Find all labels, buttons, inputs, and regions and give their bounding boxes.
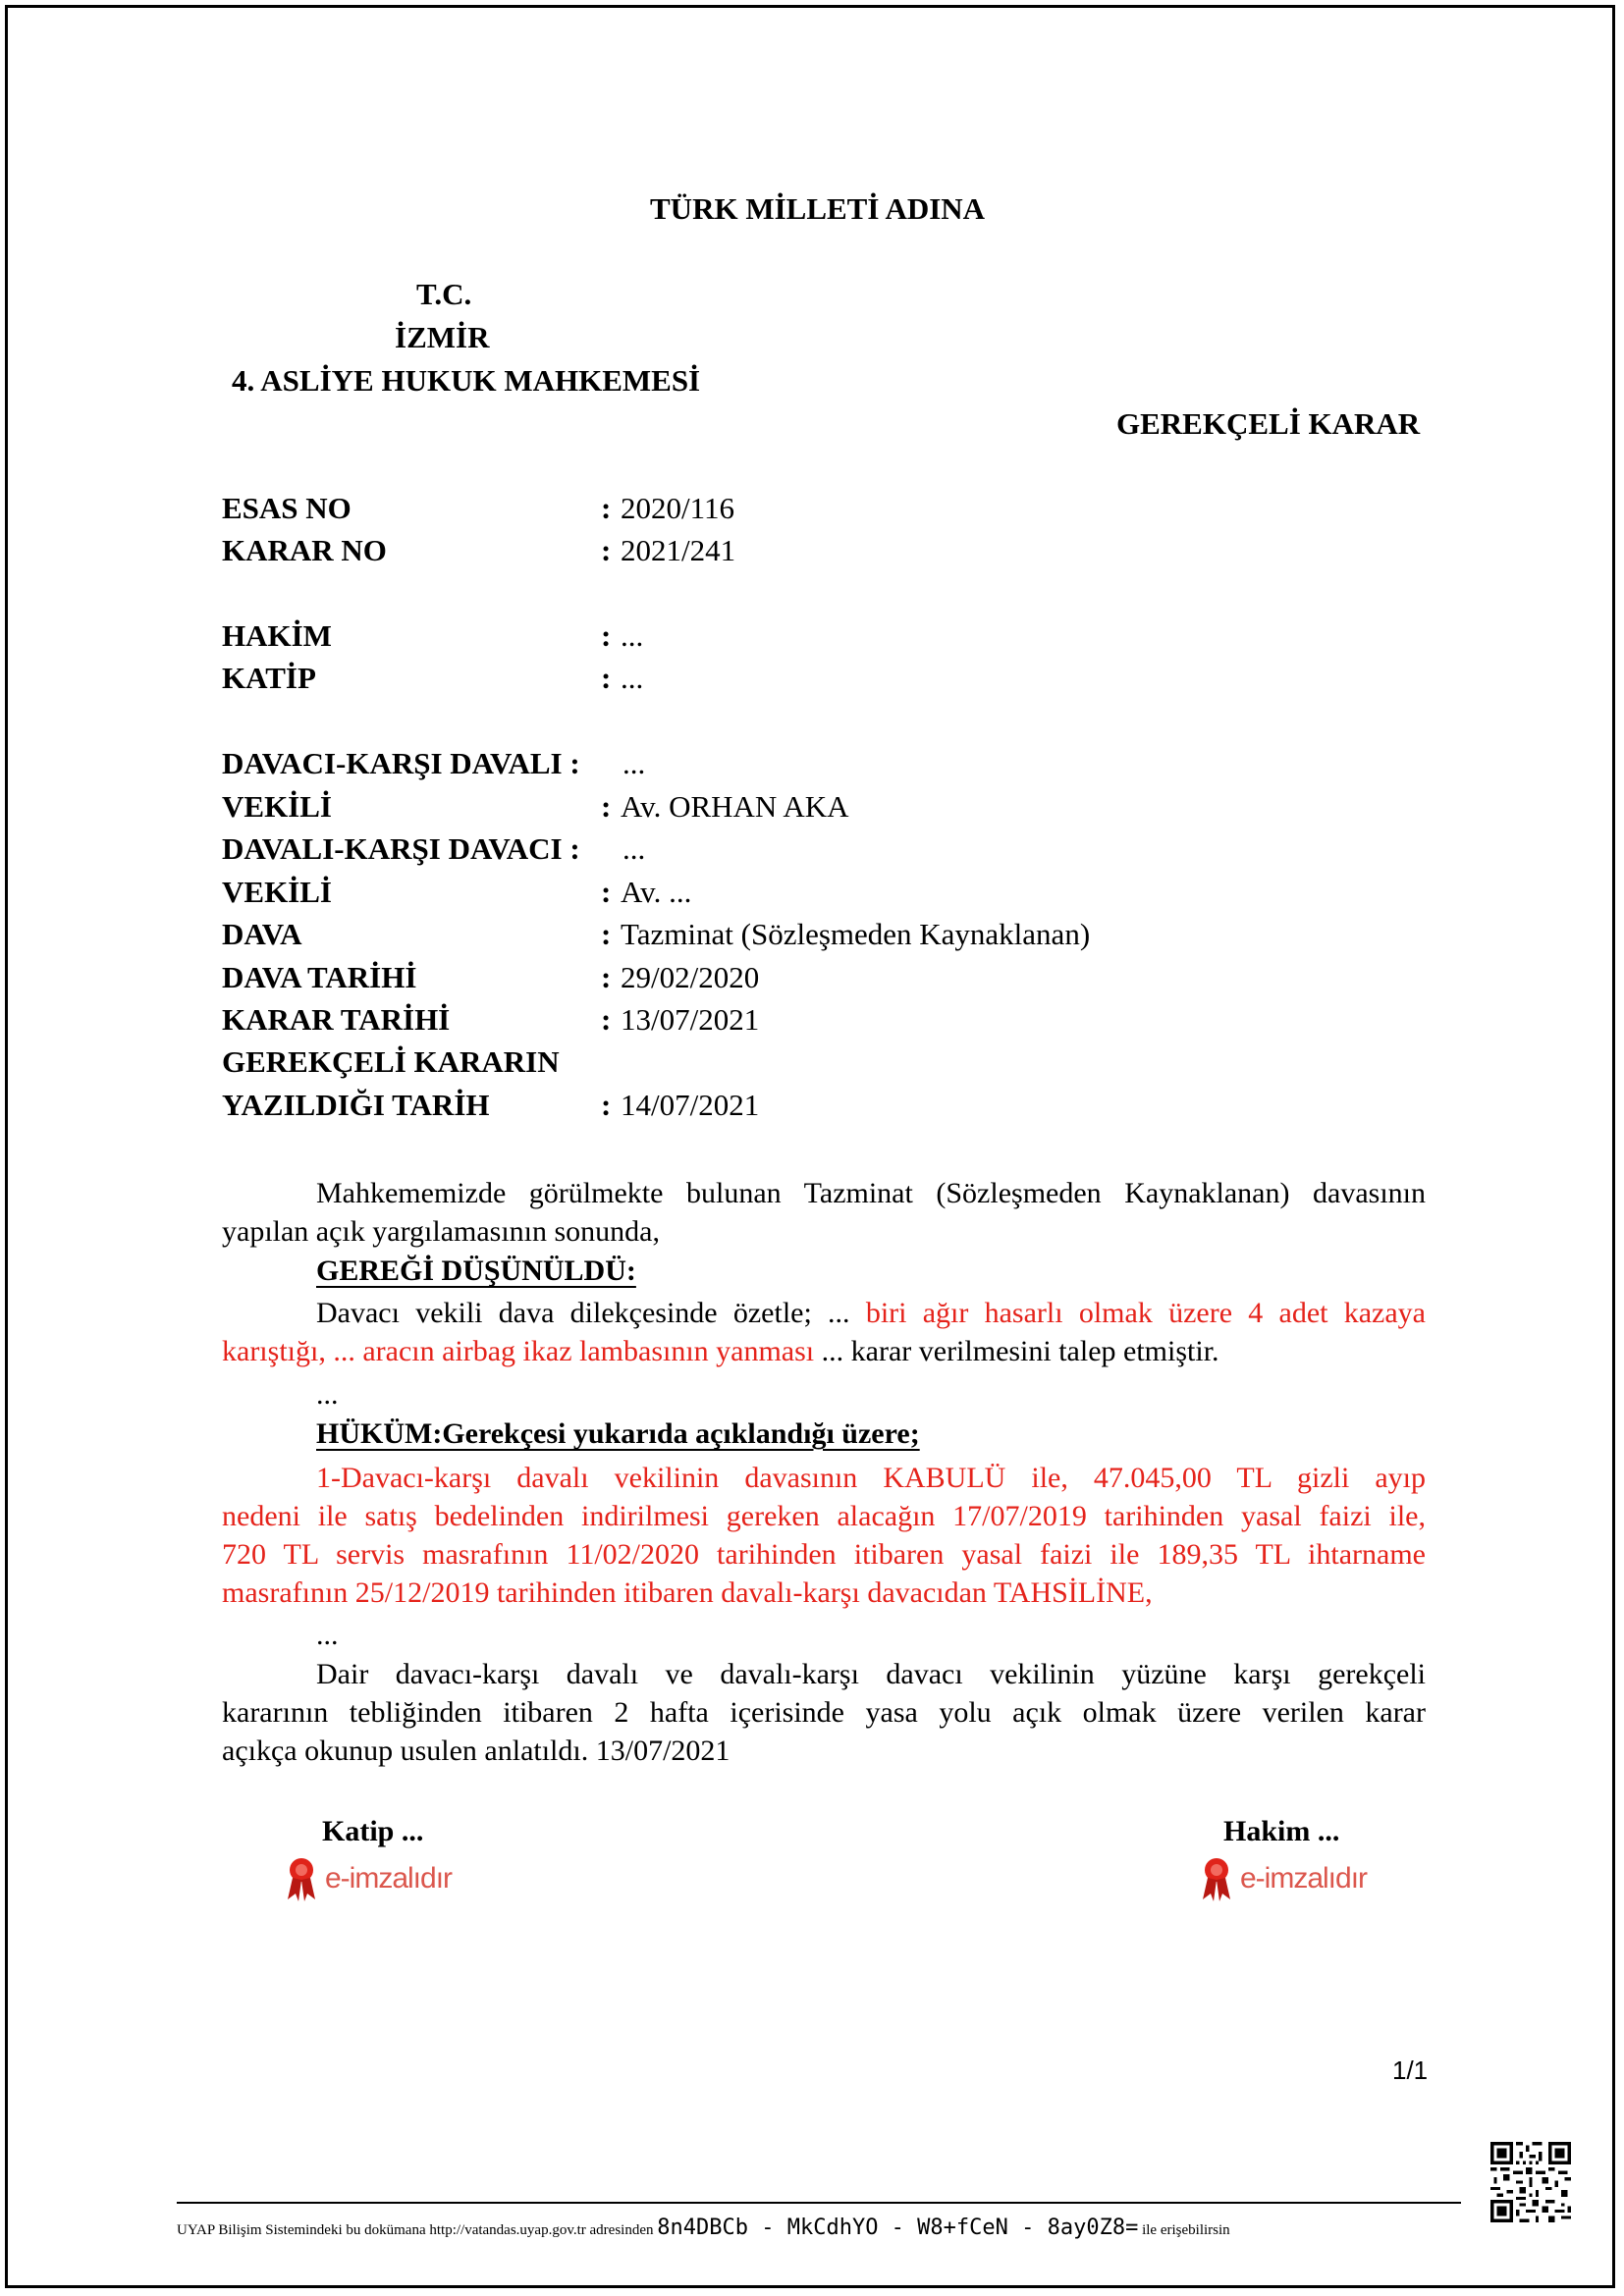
closing-paragraph	[222, 1655, 1426, 1770]
vekil1-value: Av. ORHAN AKA	[621, 789, 849, 824]
footer-prefix: UYAP Bilişim Sistemindeki bu dokümana http://vatandas.uyap.gov.tr adresinden	[177, 2222, 658, 2238]
dava-tarihi-value: 29/02/2020	[621, 960, 760, 994]
hukum-heading: HÜKÜM:Gerekçesi yukarıda açıklandığı üzere;	[316, 1417, 920, 1450]
intro-line: Mahkememizde görülmekte bulunan Tazminat (Sözleşmeden Kaynaklanan) davasının	[316, 1177, 1426, 1209]
esas-value: 2020/116	[621, 491, 734, 525]
court-heading: 4. ASLİYE HUKUK MAHKEMESİ	[232, 363, 701, 398]
vekil2-value: Av. ...	[621, 875, 692, 909]
hukum-line: masrafının 25/12/2019 tarihinden itibaren davalı-karşı davacıdan TAHSİLİNE,	[222, 1576, 1153, 1609]
gerekceli-label-line2: YAZILDIĞI TARİH	[222, 1088, 490, 1122]
davali-value: ...	[623, 831, 646, 866]
katip-e-signature-seal	[282, 1853, 452, 1904]
tc-heading: T.C.	[416, 277, 472, 311]
vekil1-label: VEKİLİ	[222, 789, 332, 824]
karar-tarihi-value: 13/07/2021	[621, 1002, 760, 1037]
colon: :	[601, 1002, 612, 1037]
colon: :	[601, 789, 612, 824]
colon: :	[601, 960, 612, 994]
colon: :	[601, 618, 612, 653]
claim-line	[222, 1294, 1426, 1332]
intro-paragraph	[222, 1174, 1426, 1251]
colon: :	[601, 875, 612, 909]
ellipsis: ...	[316, 1378, 339, 1411]
seal-text: e-imzalıdır	[1240, 1862, 1368, 1895]
dava-value: Tazminat (Sözleşmeden Kaynaklanan)	[621, 917, 1091, 951]
hakim-e-signature-seal	[1197, 1853, 1367, 1904]
qr-code-icon	[1490, 2142, 1571, 2222]
dava-label: DAVA	[222, 917, 302, 951]
verification-code: 8n4DBCb - MkCdhYO - W8+fCeN - 8ay0Z8=	[657, 2216, 1139, 2240]
claim-line	[222, 1332, 1426, 1370]
karar-label: KARAR NO	[222, 533, 387, 567]
davali-label: DAVALI-KARŞI DAVACI :	[222, 831, 580, 866]
colon: :	[601, 661, 612, 695]
katip-signature-label: Katip ...	[322, 1815, 424, 1847]
hukum-line: 720 TL servis masrafının 11/02/2020 tarihinden itibaren yasal faizi ile 189,35 TL ihtarname	[222, 1538, 1426, 1571]
hakim-label: HAKİM	[222, 618, 332, 653]
hukum-paragraph	[222, 1459, 1426, 1612]
closing-line: Dair davacı-karşı davalı ve davalı-karşı davacı vekilinin yüzüne karşı gerekçeli	[316, 1658, 1426, 1690]
seal-text: e-imzalıdır	[325, 1862, 453, 1895]
hukum-line: nedeni ile satış bedelinden indirilmesi gereken alacağın 17/07/2019 tarihinden yasal faizi ile,	[222, 1500, 1426, 1532]
claim-text: Davacı vekili dava dilekçesinde özetle; ...	[316, 1297, 866, 1329]
dava-tarihi-label: DAVA TARİHİ	[222, 960, 417, 994]
closing-line: açıkça okunup usulen anlatıldı. 13/07/2021	[222, 1735, 731, 1767]
claim-highlight: biri ağır hasarlı olmak üzere 4 adet kazaya	[865, 1297, 1426, 1329]
footer-text	[177, 2216, 1230, 2240]
closing-line: kararının tebliğinden itibaren 2 hafta içerisinde yasa yolu açık olmak üzere verilen karar	[222, 1696, 1426, 1729]
katip-label: KATİP	[222, 661, 316, 695]
claim-text: ... karar verilmesini talep etmiştir.	[814, 1335, 1219, 1367]
page-frame	[5, 5, 1615, 2288]
karar-value: 2021/241	[621, 533, 736, 567]
davaci-value: ...	[623, 746, 646, 780]
footer-suffix: ile erişebilirsin	[1138, 2222, 1230, 2238]
esas-label: ESAS NO	[222, 491, 352, 525]
gerekceli-value: 14/07/2021	[621, 1088, 760, 1122]
seal-icon	[1197, 1853, 1236, 1904]
colon: :	[601, 491, 612, 525]
colon: :	[601, 1088, 612, 1122]
footer-divider	[177, 2202, 1461, 2204]
nation-heading: TÜRK MİLLETİ ADINA	[650, 191, 986, 226]
geregi-heading: GEREĞİ DÜŞÜNÜLDÜ:	[316, 1255, 636, 1287]
katip-value: ...	[621, 661, 644, 695]
colon: :	[601, 533, 612, 567]
page-number: 1/1	[1392, 2056, 1429, 2085]
karar-tarihi-label: KARAR TARİHİ	[222, 1002, 451, 1037]
hukum-line: 1-Davacı-karşı davalı vekilinin davasının KABULÜ ile, 47.045,00 TL gizli ayıp	[316, 1462, 1426, 1494]
claim-paragraph	[222, 1294, 1426, 1370]
city-heading: İZMİR	[395, 320, 490, 354]
gerekceli-label-line1: GEREKÇELİ KARARIN	[222, 1044, 560, 1079]
hakim-signature-label: Hakim ...	[1223, 1815, 1340, 1847]
hakim-value: ...	[621, 618, 644, 653]
davaci-label: DAVACI-KARŞI DAVALI :	[222, 746, 580, 780]
ellipsis: ...	[316, 1619, 339, 1651]
colon: :	[601, 917, 612, 951]
claim-highlight: karıştığı, ... aracın airbag ikaz lambasının yanması	[222, 1335, 815, 1367]
vekil2-label: VEKİLİ	[222, 875, 332, 909]
seal-icon	[282, 1853, 321, 1904]
intro-line: yapılan açık yargılamasının sonunda,	[222, 1215, 661, 1248]
document-type: GEREKÇELİ KARAR	[1116, 406, 1421, 441]
